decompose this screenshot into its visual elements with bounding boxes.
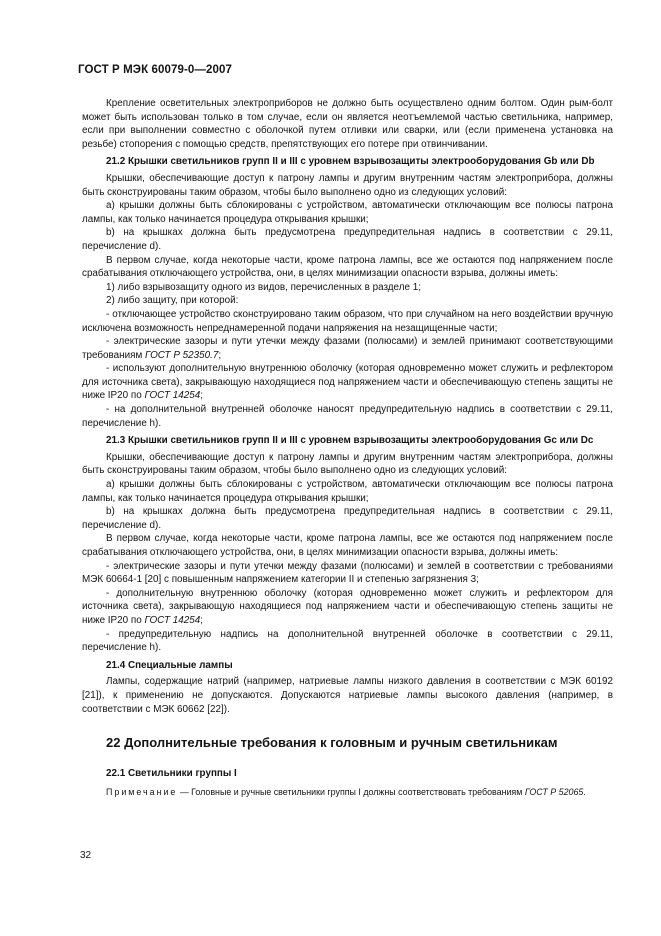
page-number: 32 bbox=[80, 850, 92, 861]
text: - электрические зазоры и пути утечки между фазами (полюсами) и землей принимают соответствующими требованиям bbox=[82, 336, 613, 361]
paragraph: Крышки, обеспечивающие доступ к патрону лампы и другим внутренним частям электроприбора, должны быть сконструированы таким образом, чтобы было выполнено одно из следующих условий: bbox=[82, 451, 613, 477]
document-header: ГОСТ Р МЭК 60079-0—2007 bbox=[78, 64, 232, 76]
section-heading-22-1: 22.1 Светильники группы I bbox=[106, 768, 237, 780]
paragraph: Крышки, обеспечивающие доступ к патрону лампы и другим внутренним частям электроприбора, должны быть сконструированы таким образом, чтобы было выполнено одно из следующих условий: bbox=[82, 172, 613, 198]
section-heading-21-3: 21.3 Крышки светильников групп II и III с уровнем взрывозащиты электрооборудования Gc или Dc bbox=[106, 435, 594, 447]
text: ; bbox=[218, 349, 222, 361]
note-text: — Головные и ручные светильники группы I должны соответствовать требованиям bbox=[177, 786, 525, 797]
text: - дополнительную внутреннюю оболочку (которая одновременно может служить и рефлектором для источника света), закрывающую находящиеся под напряжением части и обеспечивающую степень защиты не ниже IP20 по bbox=[82, 587, 613, 626]
list-item: - электрические зазоры и пути утечки между фазами (полюсами) и землей в соответствии с требованиями МЭК 60664-1 [20] с повышенным напряжением категории II и степенью загрязнения 3; bbox=[82, 560, 613, 586]
section-heading-21-4: 21.4 Специальные лампы bbox=[106, 659, 233, 671]
paragraph: В первом случае, когда некоторые части, кроме патрона лампы, все же остаются под напряжением после срабатывания отключающего устройства, они, в целях минимизации опасности взрыва, должны иметь: bbox=[82, 254, 613, 280]
section-heading-21-2: 21.2 Крышки светильников групп II и III с уровнем взрывозащиты электрооборудования Gb или Db bbox=[106, 156, 595, 168]
note bbox=[82, 786, 613, 798]
paragraph: Крепление осветительных электроприборов не должно быть осуществлено одним болтом. Один рым-болт может быть использован только в том случае, если он является неотъемлемой частью светильника, например, если при выполнении совместно с оболочкой путем отливки или сварки, или (если применена установка на резьбе) стопорения с помощью средств, препятствующих его потере при отвинчивании. bbox=[82, 98, 613, 150]
paragraph: В первом случае, когда некоторые части, кроме патрона лампы, все же остаются под напряжением после срабатывания отключающего устройства, они, в целях минимизации опасности взрыва, должны иметь: bbox=[82, 533, 613, 558]
document-body bbox=[82, 97, 613, 798]
list-item: - на дополнительной внутренней оболочке наносят предупредительную надпись в соответствии с 29.11, перечисление h). bbox=[82, 404, 613, 429]
section-heading-22: 22 Дополнительные требования к головным и ручным светильникам bbox=[106, 735, 558, 751]
list-item: - предупредительную надпись на дополнительной внутренней оболочке в соответствии с 29.11, перечисление h). bbox=[82, 628, 613, 654]
list-item: 1) либо взрывозащиту одного из видов, перечисленных в разделе 1; bbox=[106, 281, 421, 293]
standard-reference: ГОСТ 14254 bbox=[144, 614, 201, 626]
list-item: b) на крышках должна быть предусмотрена предупредительная надпись в соответствии с 29.11, перечисление d). bbox=[82, 506, 613, 531]
list-item: а) крышки должны быть сблокированы с устройством, автоматически отключающим все полюсы патрона лампы, как только начинается процедура открывания крышки; bbox=[82, 479, 613, 504]
list-item bbox=[82, 587, 613, 628]
list-item: а) крышки должны быть сблокированы с устройством, автоматически отключающим все полюсы патрона лампы, как только начинается процедура открывания крышки; bbox=[82, 200, 613, 225]
list-item: - отключающее устройство сконструировано таким образом, что при случайном на него воздействии вручную исключена возможность непреднамеренной подачи напряжения на незащищенные части; bbox=[82, 308, 613, 334]
paragraph: Лампы, содержащие натрий (например, натриевые лампы низкого давления в соответствии с МЭК 60192 [21]), к применению не допускаются. Допускаются натриевые лампы высокого давления (например, в соответствии с МЭК 60662 [22]). bbox=[82, 676, 613, 715]
standard-reference: ГОСТ Р 52350.7 bbox=[145, 349, 219, 361]
note-label: Примечание bbox=[106, 786, 178, 797]
list-item bbox=[82, 335, 613, 362]
list-item: b) на крышках должна быть предусмотрена предупредительная надпись в соответствии с 29.11, перечисление d). bbox=[82, 227, 613, 252]
list-item bbox=[82, 362, 613, 403]
text: - используют дополнительную внутреннюю оболочку (которая одновременно может служить и рефлектором для источника света), закрывающую находящиеся под напряжением части и обеспечивающую степень защиты не ниже IP20 по bbox=[82, 363, 613, 402]
list-item: 2) либо защиту, при которой: bbox=[106, 295, 239, 307]
text: ; bbox=[200, 390, 203, 402]
text: . bbox=[583, 786, 586, 797]
standard-reference: ГОСТ 14254 bbox=[144, 390, 201, 402]
text: ; bbox=[200, 614, 203, 626]
standard-reference: ГОСТ Р 52065 bbox=[524, 786, 584, 797]
